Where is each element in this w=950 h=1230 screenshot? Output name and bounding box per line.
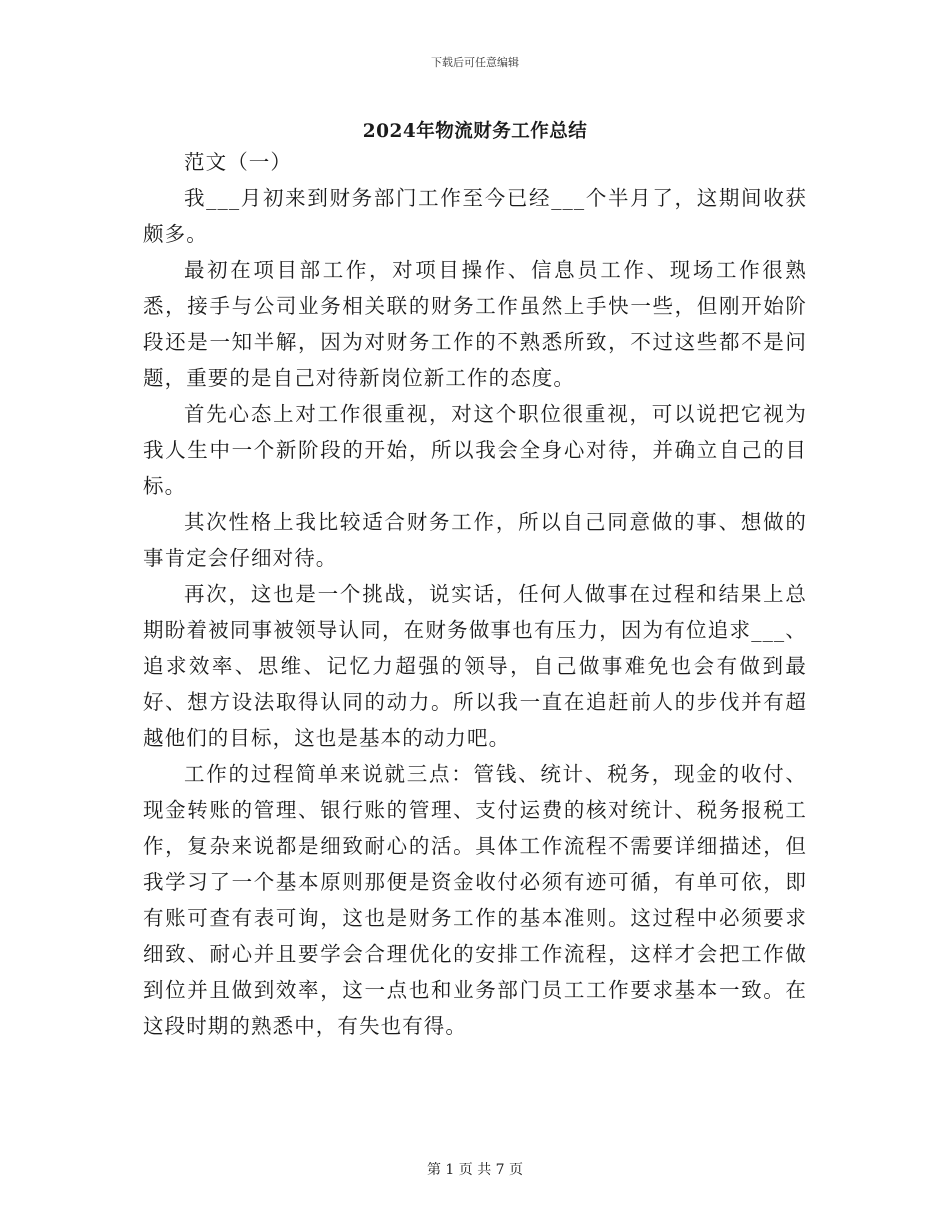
paragraph-section-label: 范文（一） xyxy=(184,150,292,174)
paragraph: 首先心态上对工作很重视，对这个职位很重视，可以说把它视为我人生中一个新阶段的开始，所以我会全身心对待，并确立自己的目标。 xyxy=(143,402,807,498)
paragraph: 再次，这也是一个挑战，说实话，任何人做事在过程和结果上总期盼着被同事被领导认同，在财务做事也有压力，因为有位追求___、追求效率、思维、记忆力超强的领导，自己做事难免也会有做到最好、想方设法取得认同的动力。所以我一直在追赶前人的步伐并有超越他们的目标，这也是基本的动力吧。 xyxy=(143,582,807,750)
paragraph: 最初在项目部工作，对项目操作、信息员工作、现场工作很熟悉，接手与公司业务相关联的财务工作虽然上手快一些，但刚开始阶段还是一知半解，因为对财务工作的不熟悉所致，不过这些都不是问题，重要的是自己对待新岗位新工作的态度。 xyxy=(143,258,807,390)
page-header-note: 下载后可任意编辑 xyxy=(431,56,519,69)
document-body xyxy=(143,144,807,1044)
paragraph: 工作的过程简单来说就三点：管钱、统计、税务，现金的收付、现金转账的管理、银行账的管理、支付运费的核对统计、税务报税工作，复杂来说都是细致耐心的活。具体工作流程不需要详细描述，但我学习了一个基本原则那便是资金收付必须有迹可循，有单可依，即有账可查有表可询，这也是财务工作的基本准则。这过程中必须要求细致、耐心并且要学会合理优化的安排工作流程，这样才会把工作做到位并且做到效率，这一点也和业务部门员工工作要求基本一致。在这段时期的熟悉中，有失也有得。 xyxy=(143,762,807,1038)
paragraph: 其次性格上我比较适合财务工作，所以自己同意做的事、想做的事肯定会仔细对待。 xyxy=(143,510,807,570)
page-number-footer: 第 1 页 共 7 页 xyxy=(426,1162,524,1178)
paragraph: 我___月初来到财务部门工作至今已经___个半月了，这期间收获颇多。 xyxy=(143,186,807,246)
document-title: 2024年物流财务工作总结 xyxy=(362,121,588,142)
